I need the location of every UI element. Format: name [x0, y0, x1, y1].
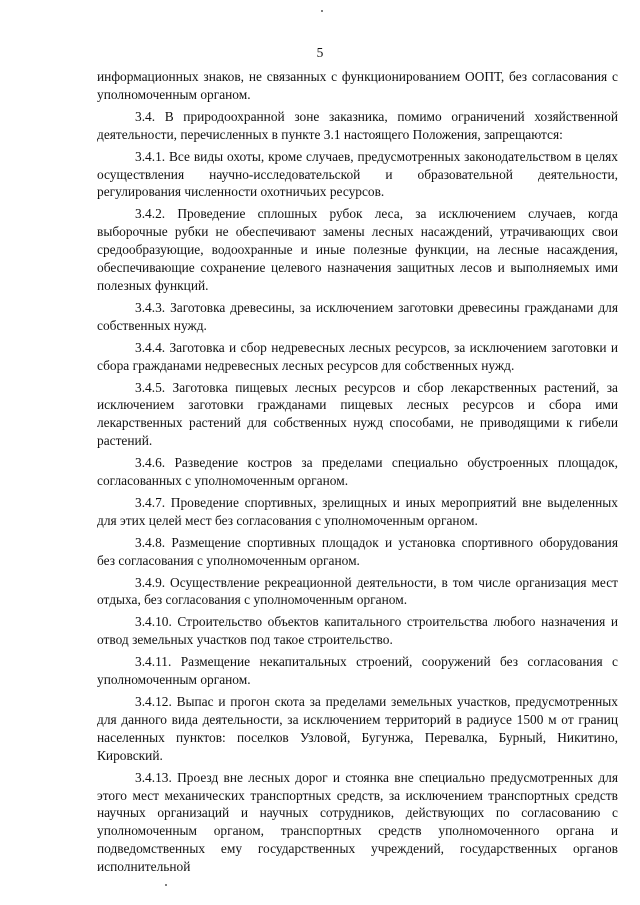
- paragraph-3-4-12: 3.4.12. Выпас и прогон скота за пределами земельных участков, предусмотренных для данного вида деятельности, за исключением территорий в радиусе 1500 м от границ населенных пунктов: поселков Узловой, Бугунжа, Перевалка, Бурный, Никитино, Кировский.: [97, 694, 618, 763]
- paragraph-3-4-1: 3.4.1. Все виды охоты, кроме случаев, предусмотренных законодательством в целях осуществления научно-исследовательской и образовательной деятельности, регулирования численности охотничьих ресурсов.: [97, 148, 618, 200]
- paragraph-3-4-11: 3.4.11. Размещение некапитальных строений, сооружений без согласования с уполномоченным органом.: [97, 654, 618, 688]
- paragraph-3-4-6: 3.4.6. Разведение костров за пределами специально обустроенных площадок, согласованных с уполномоченным органом.: [97, 455, 618, 489]
- paragraph-3-4-2: 3.4.2. Проведение сплошных рубок леса, за исключением случаев, когда выборочные рубки не обеспечивают замены лесных насаждений, утрачивающих свои средообразующие, водоохранные и иные полезные функции, на лесные насаждения, обеспечивающие сохранение целевого назначения защитных лесов и выполняемых ими полезных функций.: [97, 206, 618, 293]
- paragraph-3-4: 3.4. В природоохранной зоне заказника, помимо ограничений хозяйственной деятельности, перечисленных в пункте 3.1 настоящего Положения, запрещаются:: [97, 108, 618, 142]
- paragraph-3-4-9: 3.4.9. Осуществление рекреационной деятельности, в том числе организация мест отдыха, без согласования с уполномоченным органом.: [97, 574, 618, 608]
- document-body: [97, 68, 618, 876]
- paragraph-3-4-3: 3.4.3. Заготовка древесины, за исключением заготовки древесины гражданами для собственных нужд.: [97, 299, 618, 333]
- paragraph-3-4-13: 3.4.13. Проезд вне лесных дорог и стоянка вне специально предусмотренных для этого мест механических транспортных средств, за исключением транспортных средств научных организаций и научных сотрудников, действующих по согласованию с уполномоченным органом, транспортных средств уполномоченного органа и подведомственных ему государственных учреждений, государственных органов исполнительной: [97, 769, 618, 875]
- page-number: 5: [316, 45, 324, 60]
- paragraph-3-4-10: 3.4.10. Строительство объектов капитального строительства любого назначения и отвод земельных участков под такое строительство.: [97, 614, 618, 648]
- scan-speck: [165, 884, 167, 886]
- paragraph-3-4-4: 3.4.4. Заготовка и сбор недревесных лесных ресурсов, за исключением заготовки и сбора гражданами недревесных лесных ресурсов для собственных нужд.: [97, 339, 618, 373]
- paragraph-3-4-7: 3.4.7. Проведение спортивных, зрелищных и иных мероприятий вне выделенных для этих целей мест без согласования с уполномоченным органом.: [97, 494, 618, 528]
- scan-speck: [321, 10, 323, 12]
- paragraph-3-4-5: 3.4.5. Заготовка пищевых лесных ресурсов и сбор лекарственных растений, за исключением заготовки гражданами пищевых лесных ресурсов и сбора ими лекарственных растений для собственных нужд способами, не приводящими к гибели растений.: [97, 379, 618, 449]
- paragraph-3-4-8: 3.4.8. Размещение спортивных площадок и установка спортивного оборудования без согласования с уполномоченным органом.: [97, 534, 618, 568]
- paragraph-continuation: информационных знаков, не связанных с функционированием ООПТ, без согласования с уполномоченным органом.: [97, 69, 618, 102]
